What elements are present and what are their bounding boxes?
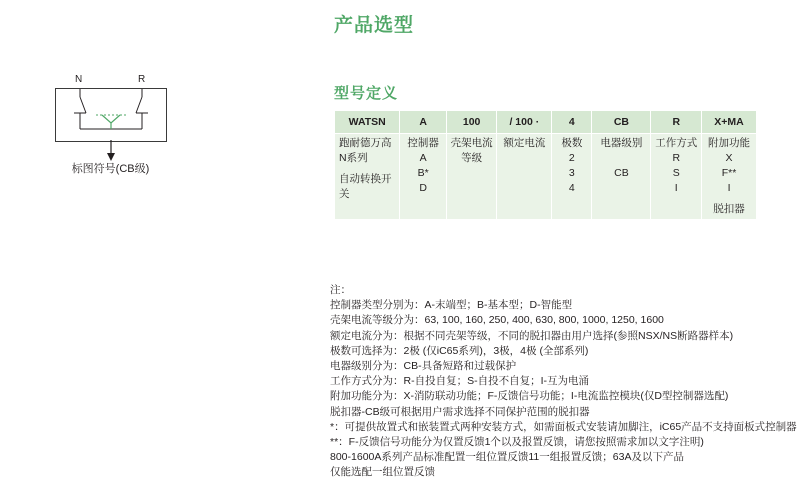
cell-line: 工作方式 — [655, 137, 698, 149]
table-cell-controller — [400, 134, 446, 220]
table-cell-poles — [552, 134, 592, 220]
cell-line: D — [419, 182, 427, 194]
cell-line: 脱扣器 — [713, 203, 745, 215]
cell-line: 附加功能 — [708, 137, 751, 149]
cell-line: 自动转换开关 — [339, 173, 392, 200]
note-line: 脱扣器-CB级可根据用户需求选择不同保护范围的脱扣器 — [330, 405, 590, 418]
table-header-cell: A — [400, 111, 446, 134]
page-title: 产品选型 — [334, 15, 415, 36]
cell-line: F** — [721, 167, 737, 179]
notes-block — [330, 283, 797, 481]
table-header-cell: WATSN — [335, 111, 400, 134]
table-header-cell: 100 — [446, 111, 497, 134]
table-header-cell: R — [651, 111, 702, 134]
table-header-row — [335, 111, 757, 134]
table-body-row — [335, 134, 757, 220]
cell-line: X — [725, 152, 733, 164]
cell-line: CB — [614, 167, 629, 179]
circuit-symbol-icon — [56, 89, 166, 141]
symbol-panel — [0, 0, 290, 458]
note-line: 壳架电流等级分为：63, 100, 160, 250, 400, 630, 800, 1000, 1250, 1600 — [330, 314, 664, 327]
cell-line: 3 — [568, 167, 575, 179]
note-line: 附加功能分为：X-消防联动功能；F-反馈信号功能；I-电流监控模块(仅D型控制器选配) — [330, 390, 729, 403]
note-line: 控制器类型分别为：A-末端型；B-基本型；D-智能型 — [330, 299, 573, 312]
table-header-cell: X+MA — [702, 111, 757, 134]
cell-line: 额定电流 — [503, 137, 546, 149]
note-line: 极数可选择为：2极 (仅iC65系列)，3极，4极 (全部系列) — [330, 344, 589, 357]
cell-line — [595, 151, 647, 166]
cell-line: I — [674, 182, 678, 194]
note-line: 仅能选配一组位置反馈 — [330, 466, 435, 479]
cell-line: 控制器 — [407, 137, 439, 149]
cell-line: A — [419, 152, 427, 164]
note-line: 注： — [330, 284, 351, 296]
cell-line: B* — [417, 167, 429, 179]
table-header-cell: CB — [592, 111, 651, 134]
note-line: **：F-反馈信号功能分为仅置反馈1个以及报置反馈，请您按照需求加以文字注明) — [330, 436, 704, 449]
note-line: 工作方式分为：R-自投自复；S-自投不自复；I-互为电涌 — [330, 375, 589, 388]
circuit-symbol-box — [55, 88, 167, 142]
table-cell-series — [335, 134, 400, 220]
table-header-cell: / 100 · — [497, 111, 552, 134]
cell-line: 等级 — [461, 152, 483, 164]
caption-arrow-icon — [105, 140, 117, 162]
cell-line: R — [672, 152, 681, 164]
note-line: 800-1600A系列产品标准配置一组位置反馈11一组报置反馈；63A及以下产品 — [330, 451, 684, 464]
note-line: 电器级别分为：CB-具备短路和过载保护 — [330, 360, 517, 373]
symbol-terminal-n-label: N — [75, 74, 83, 85]
symbol-terminal-r-label: R — [138, 74, 146, 85]
section-title: 型号定义 — [334, 85, 399, 102]
cell-line: 极数 — [561, 137, 583, 149]
table-header-cell: 4 — [552, 111, 592, 134]
cell-line: S — [672, 167, 680, 179]
note-line: *：可提供故置式和嵌装置式两种安装方式，如需面板式安装请加脚注，iC65产品不支持面板式控制器 — [330, 420, 797, 433]
table-cell-frame-current — [446, 134, 497, 220]
cell-line: N系列 — [339, 152, 368, 164]
cell-line: I — [727, 182, 731, 194]
note-line: 额定电流分为：根据不同壳架等级，不同的脱扣器由用户选择(参照NSX/NS断路器样本) — [330, 329, 734, 342]
table-cell-extra-function — [702, 134, 757, 220]
model-definition-table — [334, 110, 757, 220]
cell-line: 电器级别 — [600, 137, 643, 149]
table-cell-working-mode — [651, 134, 702, 220]
symbol-caption: 标图符号(CB级) — [71, 163, 150, 175]
table-cell-rated-current — [497, 134, 552, 220]
table-cell-device-class — [592, 134, 651, 220]
cell-line: 跑耐德万高 — [339, 137, 392, 149]
cell-line: 壳架电流 — [450, 137, 493, 149]
cell-line: 4 — [568, 182, 575, 194]
cell-line: 2 — [568, 152, 575, 164]
